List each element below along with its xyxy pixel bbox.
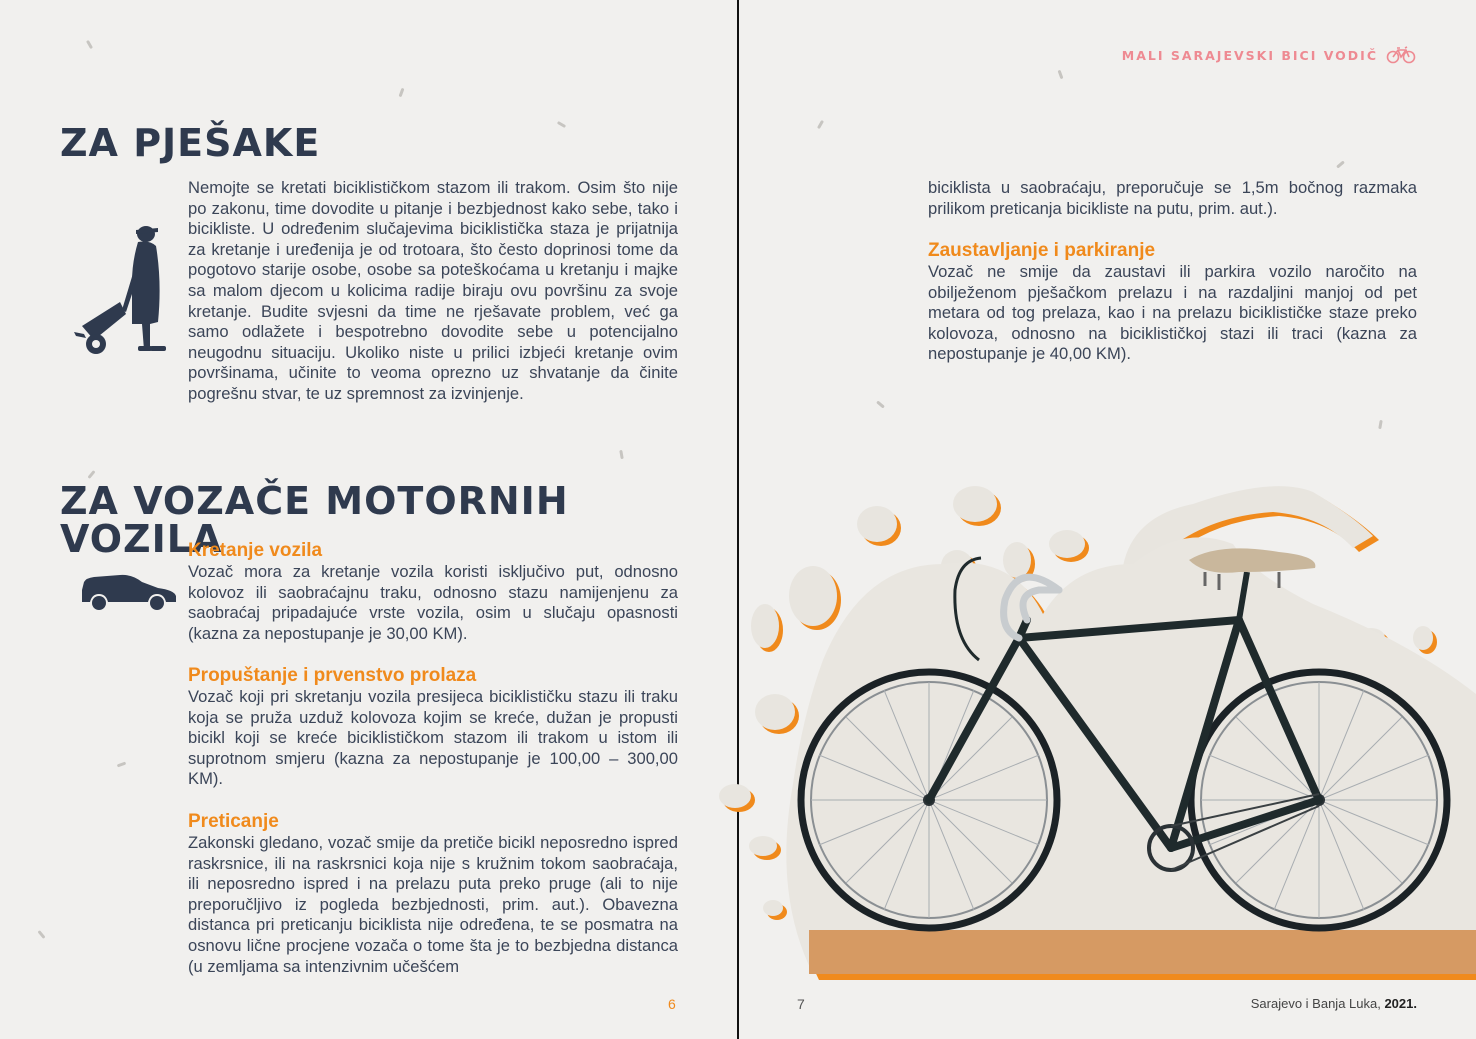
pedestrians-paragraph: Nemojte se kretati biciklističkom stazom ili trakom. Osim što nije po zakonu, time dovodite u pitanje i bezbjednost kako sebe, tako i bicikliste. U određenim slučajevima biciklistička staza je prijatnija za kretanje i uređenija je od trotoara, što često doprinosi tome da pogotovo starije osobe, osobe sa poteškoćama u kretanju i majke sa malom djecom u kolicima radije biraju ovu površinu za svoje kretanje. Budite svjesni da time ne rješavate problem, već ga samo odlažete i bespotrebno dovodite sebe u potencijalno neugodnu situaciju. Ukoliko niste u prilici izbjeći kretanje ovim površinama, učinite to veoma oprezno uz shvatanje da činite pogrešnu stvar, te uz spremnost za izvinjenje. [188, 178, 678, 403]
footer-place: Sarajevo i Banja Luka, [1250, 996, 1385, 1011]
item-heading: Kretanje vozila [188, 540, 323, 561]
item-text: Zakonski gledano, vozač smije da pretiče bicikl neposredno ispred raskrsnice, ili na raskrsnici koja nije s kružnim tokom saobraćaja, ili neposredno ispred i na prelazu puta preko pruge (ali to nije preporučljivo iz pogleda bezbjednosti, prim. aut.). Obavezna distanca pri preticanju biciklista nije određena, te se posmatra na osnovu lične procjene vozača o tome šta je to bezbjedna distanca (u zemljama sa intenzivnim učešćem [188, 833, 678, 976]
item-preticanje [188, 811, 678, 977]
bicycle-header-icon [1386, 46, 1416, 64]
item-text: Vozač koji pri skretanju vozila presijeca biciklističku stazu ili traku koja se pruža uzduž kolovoza kojim se kreće, dužan je propusti bicikl koji se kreće biciklističkom stazom ili trakom u istom ili suprotnom smjeru (kazna za nepostupanje je 100,00 – 300,00 KM). [188, 687, 678, 789]
right-page [739, 0, 1476, 1039]
footer-credit [1251, 996, 1417, 1011]
footer-year: 2021. [1384, 996, 1417, 1011]
item-heading: Zaustavljanje i parkiranje [928, 240, 1156, 261]
item-heading: Preticanje [188, 811, 279, 832]
page-number: 7 [797, 996, 805, 1012]
item-text: Vozač mora za kretanje vozila koristi isključivo put, odnosno kolovoz ili saobraćajnu traku, odnosno stazu namijenjenu za saobraćaj pripadajuće vrste vozila, osim u slučaju opasnosti (kazna za nepostupanje je 30,00 KM). [188, 562, 678, 643]
item-propustanje [188, 665, 678, 790]
pedestrian-with-cart-icon [74, 222, 174, 362]
section-title-pedestrians: ZA PJEŠAKE [60, 121, 321, 165]
left-page [0, 0, 737, 1039]
section-title-drivers: ZA VOZAČE MOTORNIH VOZILA [60, 479, 569, 561]
page-number: 6 [668, 996, 676, 1012]
header-title: MALI SARAJEVSKI BICI VODIČ [1121, 47, 1378, 63]
running-header [1122, 46, 1416, 64]
continued-paragraph: biciklista u saobraćaju, preporučuje se 1,5m bočnog razmaka prilikom preticanja bicikliste na putu, prim. aut.). [928, 178, 1417, 218]
item-zaustavljanje [928, 240, 1417, 365]
item-heading: Propuštanje i prvenstvo prolaza [188, 665, 477, 686]
car-silhouette-icon [80, 572, 178, 612]
item-text: Vozač ne smije da zaustavi ili parkira vozilo naročito na obilježenom pješačkom prelazu i na razdaljini manjoj od pet metara od tog prelaza, kao i na prelazu biciklističke staze preko kolovoza, odnosno na biciklističkoj stazi ili traci (kazna za nepostupanje je 40,00 KM). [928, 262, 1417, 364]
bicycle-photo [719, 460, 1476, 980]
item-kretanje [188, 540, 678, 644]
